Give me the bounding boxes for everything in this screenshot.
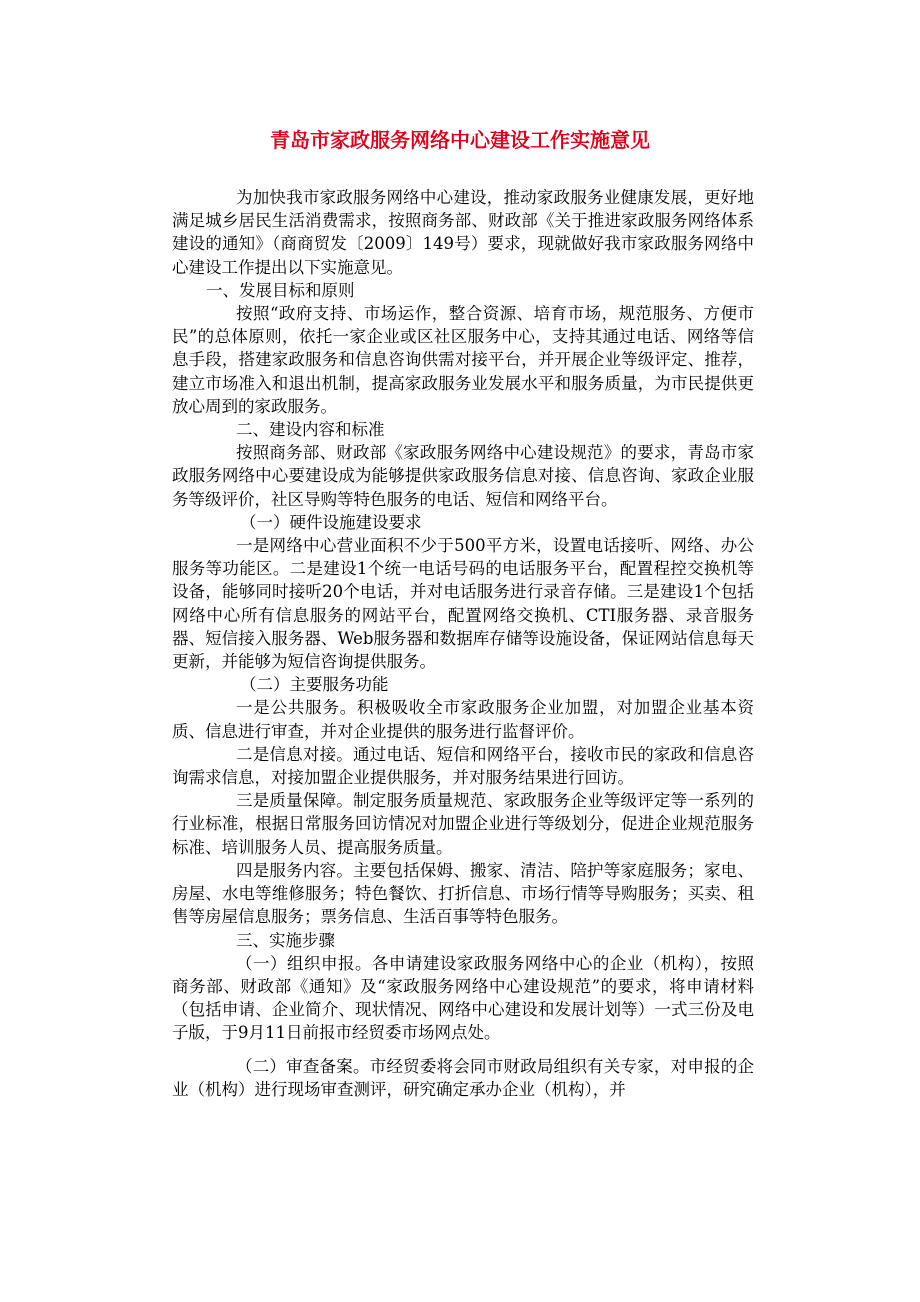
paragraph-public-service: 一是公共服务。积极吸收全市家政服务企业加盟，对加盟企业基本资质、信息进行审查，并对企业提供的服务进行监督评价。 bbox=[172, 698, 754, 741]
section-heading-3: 三、实施步骤 bbox=[236, 930, 335, 950]
paragraph-standards: 按照商务部、财政部《家政服务网络中心建设规范》的要求，青岛市家政服务网络中心要建设成为能够提供家政服务信息对接、信息咨询、家政企业服务等级评价，社区导购等特色服务的电话、短信和网络平台。 bbox=[172, 443, 754, 509]
document-title: 青岛市家政服务网络中心建设工作实施意见 bbox=[270, 128, 650, 152]
paragraph-service-content: 四是服务内容。主要包括保姆、搬家、清洁、陪护等家庭服务；家电、房屋、水电等维修服务；特色餐饮、打折信息、市场行情等导购服务；买卖、租售等房屋信息服务；票务信息、生活百事等特色服务。 bbox=[172, 860, 754, 927]
paragraph-review: （二）审查备案。市经贸委将会同市财政局组织有关专家，对申报的企业（机构）进行现场审查测评，研究确定承办企业（机构），并 bbox=[172, 1056, 754, 1099]
subsection-heading-hardware: （一）硬件设施建设要求 bbox=[240, 512, 422, 532]
paragraph-hardware: 一是网络中心营业面积不少于500平方米，设置电话接听、网络、办公服务等功能区。二是建设1个统一电话号码的电话服务平台，配置程控交换机等设备，能够同时接听20个电话，并对电话服务进行录音存储。三是建设1个包括网络中心所有信息服务的网站平台，配置网络交换机、CTI服务器、录音服务器、短信接入服务器、Web服务器和数据库存储等设施设备，保证网站信息每天更新，并能够为短信咨询提供服务。 bbox=[172, 536, 754, 672]
paragraph-info-matching: 二是信息对接。通过电话、短信和网络平台，接收市民的家政和信息咨询需求信息，对接加盟企业提供服务，并对服务结果进行回访。 bbox=[172, 744, 754, 788]
paragraph-principles: 按照“政府支持、市场运作，整合资源、培育市场，规范服务、方便市民”的总体原则，依托一家企业或区社区服务中心，支持其通过电话、网络等信息手段，搭建家政服务和信息咨询供需对接平台，并开展企业等级评定、推荐，建立市场准入和退出机制，提高家政服务业发展水平和服务质量，为市民提供更放心周到的家政服务。 bbox=[172, 304, 754, 416]
paragraph-intro: 为加快我市家政服务网络中心建设，推动家政服务业健康发展，更好地满足城乡居民生活消费需求，按照商务部、财政部《关于推进家政服务网络体系建设的通知》（商商贸发〔2009〕149号）要求，现就做好我市家政服务网络中心建设工作提出以下实施意见。 bbox=[172, 188, 754, 277]
subsection-heading-functions: （二）主要服务功能 bbox=[240, 675, 389, 695]
paragraph-application: （一）组织申报。各申请建设家政服务网络中心的企业（机构），按照商务部、财政部《通知》及“家政服务网络中心建设规范”的要求，将申请材料（包括申请、企业简介、现状情况、网络中心建设和发展计划等）一式三份及电子版，于9月11日前报市经贸委市场网点处。 bbox=[172, 953, 754, 1043]
section-heading-2: 二、建设内容和标准 bbox=[236, 420, 385, 440]
paragraph-quality: 三是质量保障。制定服务质量规范、家政服务企业等级评定等一系列的行业标准，根据日常服务回访情况对加盟企业进行等级划分，促进企业规范服务标准、培训服务人员、提高服务质量。 bbox=[172, 791, 754, 857]
section-heading-1: 一、发展目标和原则 bbox=[206, 280, 355, 300]
document-body bbox=[172, 186, 754, 1101]
